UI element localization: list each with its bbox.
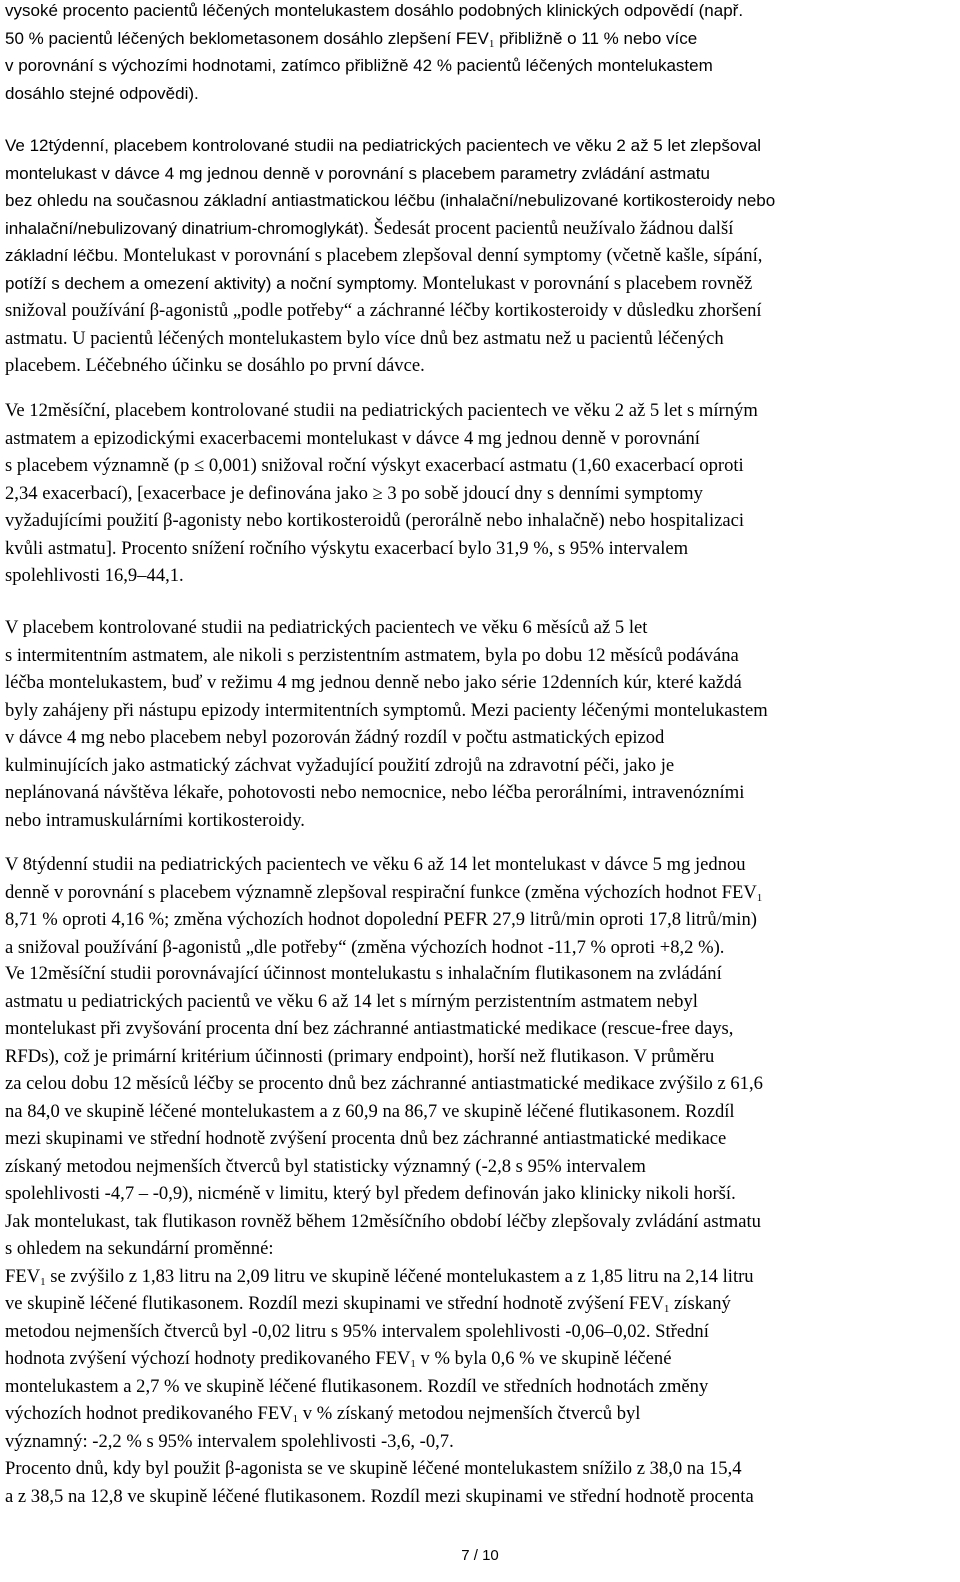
text-line — [5, 1208, 763, 1236]
text-run: získaný metodou nejmenších čtverců byl statisticky významný (-2,8 s 95% intervalem — [5, 1155, 646, 1177]
text-run: Ve 12měsíční studii porovnávající účinnost montelukastu s inhalačním flutikasonem na zvládání — [5, 963, 722, 984]
text-line — [5, 52, 743, 80]
text-line — [5, 934, 762, 962]
text-run: získaný — [669, 1293, 731, 1314]
text-run: byly zahájeny při nástupu epizody intermitentních symptomů. Mezi pacienty léčenými montelukastem — [5, 699, 768, 721]
text-run: se zvýšilo z 1,83 litru na 2,09 litru ve skupině léčené montelukastem a z 1,85 litru na 2,14 litru — [45, 1265, 754, 1287]
text-line — [5, 1153, 763, 1181]
text-run: denně v porovnání s placebem významně zlepšoval respirační funkce (změna výchozích hodnot FEV — [5, 881, 757, 903]
text-line — [5, 851, 762, 879]
text-run: Ve 12týdenní, placebem kontrolované studii na pediatrických pacientech ve věku 2 až 5 let zlepšoval — [5, 136, 762, 155]
text-line — [5, 1290, 763, 1318]
text-line — [5, 752, 768, 780]
page-number: 7 / 10 — [461, 1547, 499, 1564]
text-run: v % byla 0,6 % ve skupině léčené — [415, 1348, 672, 1369]
text-line — [5, 1180, 763, 1208]
text-line — [5, 960, 763, 988]
text-line — [5, 1235, 763, 1263]
text-line — [5, 1373, 763, 1401]
text-line — [5, 325, 775, 353]
text-run: astmatem a epizodickými exacerbacemi montelukast v dávce 4 mg jednou denně v porovnání — [5, 427, 700, 449]
text-run: Jak montelukast, tak flutikason rovněž během 12měsíčního období léčby zlepšovaly zvládání astmatu — [5, 1210, 761, 1232]
text-line — [5, 1043, 763, 1071]
text-line — [5, 25, 743, 53]
text-line — [5, 614, 768, 642]
text-run: za celou dobu 12 měsíců léčby se procento dnů bez záchranné antiastmatické medikace zvýšilo z 61,6 — [5, 1073, 763, 1094]
text-run: montelukastem a 2,7 % ve skupině léčené flutikasonem. Rozdíl ve středních hodnotách změny — [5, 1375, 709, 1397]
text-run: Ve 12měsíční, placebem kontrolované studii na pediatrických pacientech ve věku 2 až 5 let s mírným — [5, 400, 758, 421]
text-run: V placebem kontrolované studii na pediatrických pacientech ve věku 6 měsíců až 5 let — [5, 617, 648, 638]
text-run: na 84,0 ve skupině léčené montelukastem a z 60,9 na 86,7 ve skupině léčené flutikasonem. Rozdíl — [5, 1100, 735, 1122]
text-line — [5, 215, 775, 243]
text-line — [5, 1125, 763, 1153]
text-run: 2,34 exacerbací), [exacerbace je definována jako ≥ 3 po sobě jdoucí dny s denními symptomy — [5, 482, 703, 504]
text-run: RFDs), což je primární kritérium účinnosti (primary endpoint), horší než flutikason. V průměru — [5, 1045, 715, 1067]
subscript: 1 — [488, 37, 495, 50]
text-run: montelukast při zvyšování procenta dní bez záchranné antiastmatické medikace (rescue-free days, — [5, 1018, 734, 1039]
text-run: inhalační/nebulizovaný dinatrium-chromoglykát). — [5, 218, 374, 238]
text-run: FEV — [5, 1265, 41, 1287]
text-line — [5, 1070, 763, 1098]
text-line — [5, 507, 758, 535]
text-line — [5, 724, 768, 752]
text-line — [5, 1428, 763, 1456]
text-line — [5, 697, 768, 725]
text-run: a z 38,5 na 12,8 ve skupině léčené flutikasonem. Rozdíl mezi skupinami ve střední hodnotě procenta — [5, 1485, 754, 1507]
text-line — [5, 397, 758, 425]
subscript: 1 — [40, 1275, 46, 1288]
text-run: přibližně o 11 % nebo více — [494, 28, 698, 48]
text-run: a snižoval používání β-agonistů „dle potřeby“ (změna výchozích hodnot -11,7 % oproti +8,2 %). — [5, 936, 725, 958]
text-line — [5, 1263, 763, 1291]
text-run: s placebem významně (p ≤ 0,001) snižoval roční výskyt exacerbací astmatu (1,60 exacerbací oproti — [5, 455, 744, 476]
text-line — [5, 1400, 763, 1428]
text-line — [5, 562, 758, 590]
text-run: Šedesát procent pacientů neužívalo žádnou další — [373, 217, 734, 239]
text-run: montelukast v dávce 4 mg jednou denně v porovnání s placebem parametry zvládání astmatu — [5, 163, 710, 183]
paragraph-beclomethasone-comparison — [5, 0, 743, 107]
text-run: kulminujících jako astmatický záchvat vyžadující použití zdrojů na zdravotní péči, jako je — [5, 754, 675, 776]
text-run: základní léčbu. — [5, 246, 124, 265]
text-run: 8,71 % oproti 4,16 %; změna výchozích hodnot dopolední PEFR 27,9 litrů/min oproti 17,8 litrů/min) — [5, 909, 757, 930]
text-line — [5, 1318, 763, 1346]
text-run: výchozích hodnot predikovaného FEV — [5, 1403, 293, 1424]
text-run: bez ohledu na současnou základní antiastmatickou léčbu (inhalační/nebulizované kortikosteroidy nebo — [5, 191, 776, 210]
text-run: vyžadujícími použití β-agonisty nebo kortikosteroidů (perorálně nebo inhalačně) nebo hospitalizaci — [5, 510, 745, 531]
text-run: 50 % pacientů léčených beklometasonem dosáhlo zlepšení FEV — [5, 28, 489, 48]
paragraph-12-month-pediatric-study — [5, 397, 758, 590]
text-run: Montelukast v porovnání s placebem zlepšoval denní symptomy (včetně kašle, sípání, — [123, 245, 763, 266]
text-line — [5, 132, 775, 160]
text-line — [5, 352, 775, 380]
text-run: v porovnání s výchozími hodnotami, zatímco přibližně 42 % pacientů léčených montelukastem — [5, 56, 713, 75]
text-line — [5, 187, 775, 215]
text-run: metodou nejmenších čtverců byl -0,02 litru s 95% intervalem spolehlivosti -0,06–0,02. Střední — [5, 1320, 709, 1342]
text-run: vysoké procento pacientů léčených montelukastem dosáhlo podobných klinických odpovědí (např. — [5, 1, 744, 20]
paragraph-12-week-pediatric-study — [5, 132, 775, 380]
paragraph-fluticasone-comparison — [5, 960, 763, 1510]
text-run: léčba montelukastem, buď v režimu 4 mg jednou denně nebo jako série 12denních kúr, které každá — [5, 672, 742, 693]
text-line — [5, 807, 768, 835]
text-run: spolehlivosti 16,9–44,1. — [5, 565, 184, 586]
text-run: ve skupině léčené flutikasonem. Rozdíl mezi skupinami ve střední hodnotě zvýšení FEV — [5, 1293, 664, 1314]
text-run: V 8týdenní studii na pediatrických pacientech ve věku 6 až 14 let montelukast v dávce 5 mg jednou — [5, 854, 746, 875]
paragraph-8-week-study — [5, 851, 762, 961]
text-run: placebem. Léčebného účinku se dosáhlo po první dávce. — [5, 355, 425, 376]
text-run: astmatu. U pacientů léčených montelukastem bylo více dnů bez astmatu než u pacientů léčených — [5, 327, 724, 349]
text-line — [5, 80, 743, 108]
subscript: 1 — [756, 891, 763, 904]
text-run: dosáhlo stejné odpovědi). — [5, 83, 199, 103]
text-run: v % získaný metodou nejmenších čtverců byl — [298, 1403, 641, 1424]
text-line — [5, 270, 775, 298]
text-line — [5, 1483, 763, 1511]
text-line — [5, 642, 768, 670]
text-run: snižoval používání β-agonistů „podle potřeby“ a záchranné léčby kortikosteroidy v důsledku zhoršení — [5, 300, 762, 321]
subscript: 1 — [410, 1358, 416, 1370]
text-run: nebo intramuskulárními kortikosteroidy. — [5, 809, 305, 831]
text-line — [5, 160, 775, 188]
text-line — [5, 480, 758, 508]
subscript: 1 — [292, 1413, 299, 1425]
text-line — [5, 535, 758, 563]
text-run: astmatu u pediatrických pacientů ve věku 6 až 14 let s mírným perzistentním astmatem nebyl — [5, 990, 698, 1012]
text-line — [5, 1015, 763, 1043]
text-run: kvůli astmatu]. Procento snížení ročního výskytu exacerbací bylo 31,9 %, s 95% intervalem — [5, 537, 689, 559]
text-line — [5, 242, 775, 270]
paragraph-intermittent-asthma-study — [5, 614, 768, 834]
text-line — [5, 1455, 763, 1483]
text-line — [5, 297, 775, 325]
text-line — [5, 1345, 763, 1373]
text-run: hodnota zvýšení výchozí hodnoty predikovaného FEV — [5, 1348, 411, 1369]
text-line — [5, 425, 758, 453]
text-run: významný: -2,2 % s 95% intervalem spolehlivosti -3,6, -0,7. — [5, 1430, 454, 1452]
text-run: s ohledem na sekundární proměnné: — [5, 1238, 274, 1259]
text-run: Montelukast v porovnání s placebem rovněž — [422, 272, 753, 294]
text-run: spolehlivosti -4,7 – -0,9), nicméně v limitu, který byl předem definován jako klinicky nikoli horší. — [5, 1183, 736, 1204]
text-run: v dávce 4 mg nebo placebem nebyl pozorován žádný rozdíl v počtu astmatických epizod — [5, 727, 665, 748]
text-line — [5, 452, 758, 480]
text-line — [5, 906, 762, 934]
subscript: 1 — [663, 1303, 670, 1315]
text-run: neplánovaná návštěva lékaře, pohotovosti nebo nemocnice, nebo léčba perorálními, intravenózními — [5, 782, 745, 803]
text-line — [5, 1098, 763, 1126]
text-run: potíží s dechem a omezení aktivity) a noční symptomy. — [5, 273, 423, 293]
text-line — [5, 669, 768, 697]
text-run: Procento dnů, kdy byl použit β-agonista se ve skupině léčené montelukastem snížilo z 38,0 na 15,4 — [5, 1458, 742, 1479]
text-run: mezi skupinami ve střední hodnotě zvýšení procenta dnů bez záchranné antiastmatické medikace — [5, 1128, 727, 1149]
text-line — [5, 988, 763, 1016]
text-line — [5, 879, 762, 907]
text-run: s intermitentním astmatem, ale nikoli s perzistentním astmatem, byla po dobu 12 měsíců podávána — [5, 644, 739, 666]
text-line — [5, 779, 768, 807]
text-line — [5, 0, 743, 25]
